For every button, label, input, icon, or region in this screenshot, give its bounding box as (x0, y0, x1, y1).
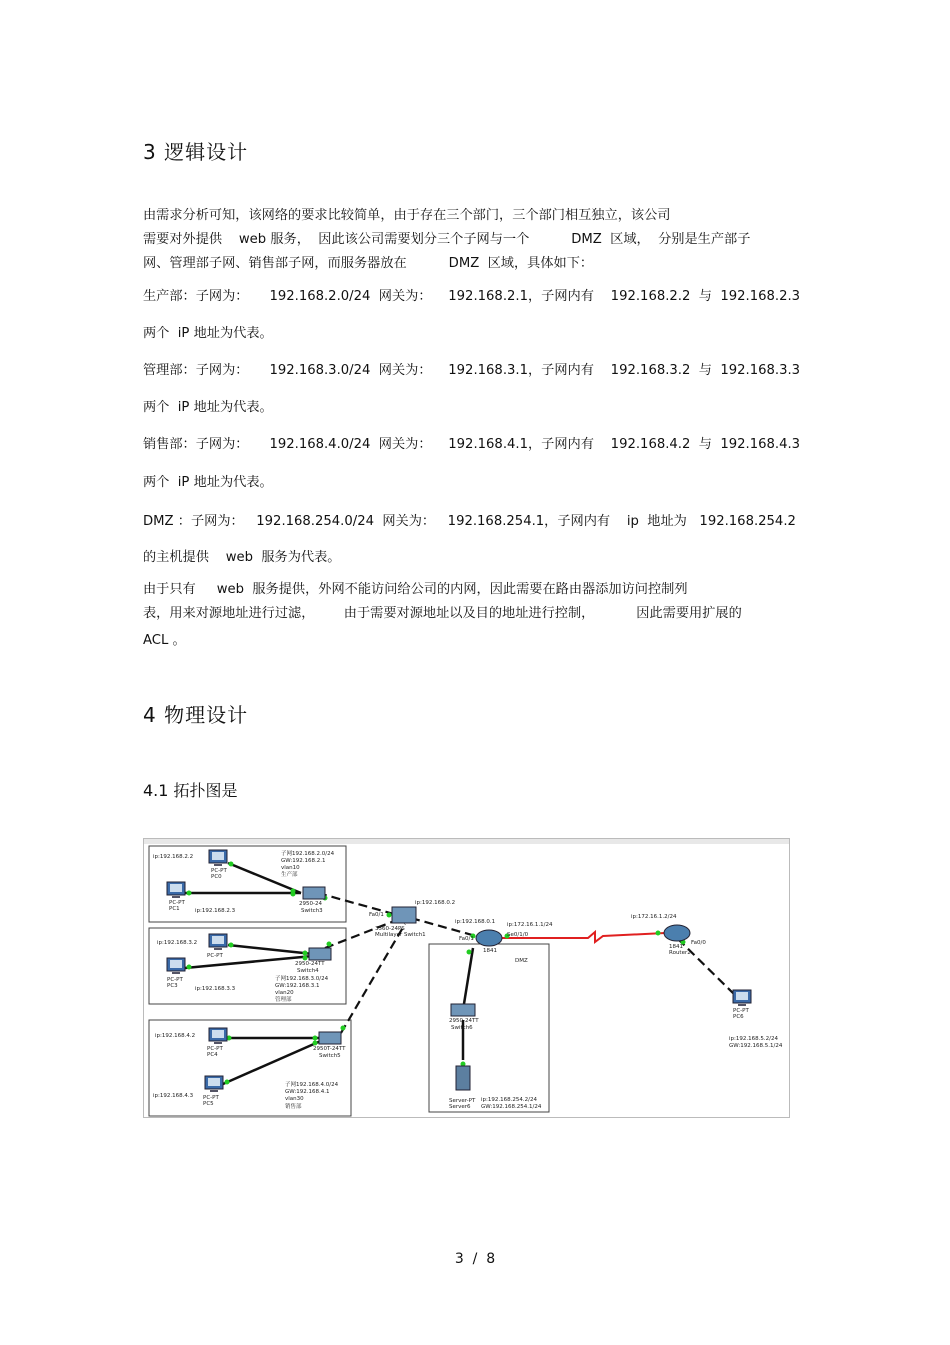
pc6-ip-label: ip:192.168.5.2/24 (729, 1036, 778, 1042)
router1-serial-label: Se0/1/0 (507, 932, 529, 938)
section-title-physical: 4 物理设计 (143, 703, 249, 727)
switch4-label: Switch4 (297, 968, 319, 974)
router-icon (476, 930, 502, 946)
router1-label: 1841 (483, 948, 497, 954)
server6-gw-label: GW:192.168.254.1/24 (481, 1104, 542, 1110)
mgmt-gw-label: GW:192.168.3.1 (275, 983, 320, 989)
switch-icon (309, 948, 331, 960)
switch-icon (451, 1004, 475, 1016)
router2-port-label: Fa0/0 (691, 940, 706, 946)
paragraph-line: 两个 iP 地址为代表。 (143, 400, 273, 415)
network-topology-diagram (143, 838, 790, 1118)
dmz-label: DMZ (515, 958, 528, 964)
pc5-label: PC-PT PC5 (203, 1095, 219, 1107)
router1-port-label: Fa0/1 (459, 936, 474, 942)
section-title-logic: 3 逻辑设计 (143, 140, 249, 164)
paragraph-line: 管理部：子网为： 192.168.3.0/24 网关为： 192.168.3.1，子网内有 192.168.3.2 与 192.168.3.3 (143, 363, 801, 378)
router-icon (664, 925, 690, 941)
paragraph-line: 销售部：子网为： 192.168.4.0/24 网关为： 192.168.4.1，子网内有 192.168.4.2 与 192.168.4.3 (143, 437, 801, 452)
pc1-label: PC-PT PC1 (169, 900, 185, 912)
switch4-model-label: 2950-24TT (295, 961, 325, 967)
pc4-ip-label: ip:192.168.4.2 (155, 1033, 196, 1039)
mgmt-dept-label: 管理部 (275, 997, 292, 1003)
router2-ip-label: ip:172.16.1.2/24 (631, 914, 677, 920)
paragraph-line: 生产部：子网为： 192.168.2.0/24 网关为： 192.168.2.1，子网内有 192.168.2.2 与 192.168.2.3 (143, 289, 801, 304)
paragraph-line: 由需求分析可知，该网络的要求比较简单，由于存在三个部门，三个部门相互独立，该公司 (143, 208, 671, 223)
pc6-label: PC-PT PC6 (733, 1008, 749, 1020)
pc3-ip-label: ip:192.168.3.3 (195, 986, 236, 992)
pc0-label: PC-PT PC0 (211, 868, 227, 880)
mgmt-subnet-label: 子网192.168.3.0/24 (275, 976, 329, 982)
core-switch-label: 3560-24PS Multilayer Switch1 (375, 926, 426, 938)
server6-ip-label: ip:192.168.254.2/24 (481, 1097, 537, 1103)
multilayer-switch-icon (392, 907, 416, 923)
pc2-label: PC-PT (207, 953, 223, 959)
sales-dept-label: 销售部 (285, 1104, 302, 1110)
sales-gw-label: GW:192.168.4.1 (285, 1089, 330, 1095)
prod-gw-label: GW:192.168.2.1 (281, 858, 326, 864)
paragraph-line: DMZ ：子网为： 192.168.254.0/24 网关为： 192.168.254.1，子网内有 ip 地址为 192.168.254.2 (143, 514, 796, 529)
paragraph-line: 两个 iP 地址为代表。 (143, 326, 273, 341)
core-ip-label: ip:192.168.0.2 (415, 900, 456, 906)
server-icon (456, 1066, 470, 1090)
pc5-ip-label: ip:192.168.4.3 (153, 1093, 194, 1099)
pc1-ip-label: ip:192.168.2.3 (195, 908, 236, 914)
core-port-label: Fa0/1 (369, 912, 384, 918)
pc6-gw-label: GW:192.168.5.1/24 (729, 1043, 783, 1049)
page-number: 3 / 8 (454, 1251, 496, 1267)
paragraph-line: 由于只有 web 服务提供，外网不能访问给公司的内网，因此需要在路由器添加访问控制列 (143, 582, 688, 597)
pc2-ip-label: ip:192.168.3.2 (157, 940, 198, 946)
prod-dept-label: 生产部 (281, 872, 298, 878)
router2-label: 1841 Router2 (669, 944, 691, 956)
switch3-model-label: 2950-24 (299, 901, 322, 907)
paragraph-line: 表，用来对源地址进行过滤， 由于需要对源地址以及目的地址进行控制， 因此需要用扩展的 (143, 606, 742, 621)
prod-vlan-label: vlan10 (281, 865, 300, 871)
pc0-ip-label: ip:192.168.2.2 (153, 854, 194, 860)
pc3-label: PC-PT PC3 (167, 977, 183, 989)
diagram-toolbar-strip (144, 839, 789, 844)
paragraph-line: 需要对外提供 web 服务， 因此该公司需要划分三个子网与一个 DMZ 区域， 分别是生产部子 (143, 232, 751, 247)
switch3-label: Switch3 (301, 908, 323, 914)
paragraph-line: 的主机提供 web 服务为代表。 (143, 550, 341, 565)
switch-icon (303, 887, 325, 899)
switch5-label: Switch5 (319, 1053, 341, 1059)
subsection-title-topology: 4.1 拓扑图是 (143, 781, 238, 800)
switch6-model-label: 2950-24TT (449, 1018, 479, 1024)
switch-icon (319, 1032, 341, 1044)
paragraph-line: 两个 iP 地址为代表。 (143, 475, 273, 490)
router1-wan-ip-label: ip:172.16.1.1/24 (507, 922, 553, 928)
pc4-label: PC-PT PC4 (207, 1046, 223, 1058)
router1-ip-label: ip:192.168.0.1 (455, 919, 496, 925)
sales-subnet-label: 子网192.168.4.0/24 (285, 1082, 339, 1088)
prod-subnet-label: 子网192.168.2.0/24 (281, 851, 335, 857)
sales-vlan-label: vlan30 (285, 1096, 304, 1102)
switch5-model-label: 2950T-24TT (313, 1046, 346, 1052)
server6-label: Server-PT Server6 (449, 1098, 476, 1110)
paragraph-line: ACL 。 (143, 633, 186, 648)
switch6-label: Switch6 (451, 1025, 473, 1031)
mgmt-vlan-label: vlan20 (275, 990, 294, 996)
paragraph-line: 网、管理部子网、销售部子网，而服务器放在 DMZ 区域，具体如下： (143, 256, 594, 271)
